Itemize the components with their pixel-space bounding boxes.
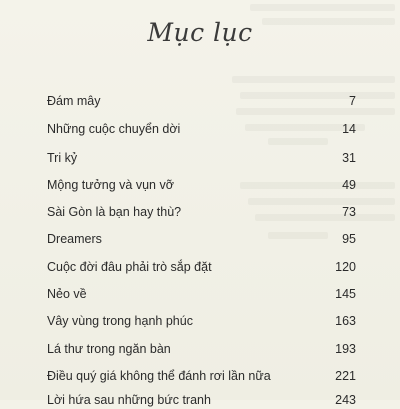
- toc-entry[interactable]: [47, 149, 356, 167]
- toc-entry-label: Nẻo về: [47, 287, 87, 301]
- toc-entry[interactable]: [47, 312, 356, 330]
- toc-entry-label: Tri kỷ: [47, 151, 78, 165]
- toc-entry[interactable]: [47, 92, 356, 110]
- toc-entry-label: Đám mây: [47, 94, 101, 108]
- toc-entry-page-number: 120: [335, 260, 356, 274]
- toc-entry-page-number: 221: [335, 369, 356, 383]
- toc-entry-page-number: 95: [342, 232, 356, 246]
- toc-entry-label: Lá thư trong ngăn bàn: [47, 342, 171, 356]
- toc-entry-page-number: 163: [335, 314, 356, 328]
- toc-entry[interactable]: [47, 230, 356, 248]
- toc-entry-label: Dreamers: [47, 232, 102, 246]
- toc-entry-page-number: 49: [342, 178, 356, 192]
- toc-entry[interactable]: [47, 176, 356, 194]
- toc-entry-page-number: 243: [335, 393, 356, 407]
- toc-entry[interactable]: [47, 120, 356, 138]
- toc-entry[interactable]: [47, 391, 356, 409]
- toc-entry[interactable]: [47, 340, 356, 358]
- toc-entry[interactable]: [47, 367, 356, 385]
- toc-entry-page-number: 31: [342, 151, 356, 165]
- toc-entry[interactable]: [47, 203, 356, 221]
- toc-entry-label: Lời hứa sau những bức tranh: [47, 393, 211, 407]
- toc-entry[interactable]: [47, 258, 356, 276]
- toc-entry[interactable]: [47, 285, 356, 303]
- toc-entry-page-number: 145: [335, 287, 356, 301]
- toc-entry-label: Sài Gòn là bạn hay thù?: [47, 205, 182, 219]
- toc-entry-page-number: 7: [349, 94, 356, 108]
- toc-entry-page-number: 73: [342, 205, 356, 219]
- toc-entry-label: Những cuộc chuyển dời: [47, 122, 181, 136]
- toc-entry-label: Mộng tưởng và vụn vỡ: [47, 178, 174, 192]
- toc-entry-page-number: 193: [335, 342, 356, 356]
- toc-entry-label: Điều quý giá không thể đánh rơi lần nữa: [47, 369, 271, 383]
- page-title: Mục lục: [147, 18, 253, 47]
- toc-entry-label: Vây vùng trong hạnh phúc: [47, 314, 193, 328]
- toc-entry-page-number: 14: [342, 122, 356, 136]
- toc-entry-label: Cuộc đời đâu phải trò sắp đặt: [47, 260, 212, 274]
